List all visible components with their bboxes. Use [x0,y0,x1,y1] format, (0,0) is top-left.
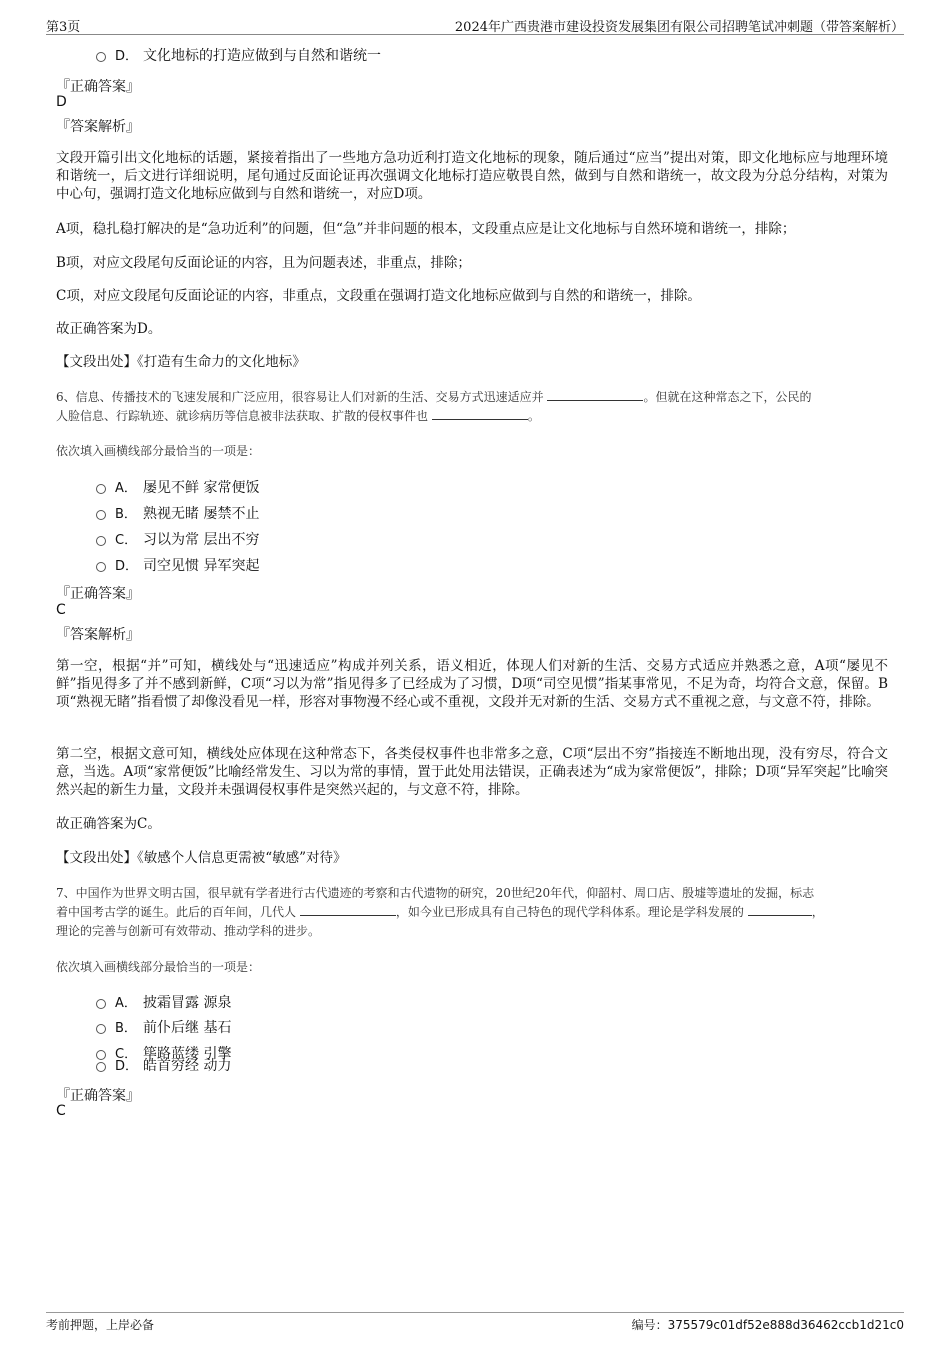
q6-analysis-label: 『答案解析』 [56,627,140,643]
footer-slogan: 考前押题，上岸必备 [46,1318,155,1332]
q6-option-d[interactable]: D． 司空见惯 异军突起 [96,556,259,576]
q6-answer-label: 『正确答案』 [56,586,140,602]
q6-analysis-p3: 故正确答案为C。 [56,816,161,832]
q6-source: 【文段出处】《敏感个人信息更需被“敏感”对待》 [56,850,347,866]
q7-stem: 7、中国作为世界文明古国，很早就有学者进行古代遗迹的考察和古代遗物的研究，20世纪20年代，仰韶村、周口店、殷墟等遗址的发掘，标志 着中国考古学的诞生。此后的百年间，几代人 ，如今业已形成具有自己特色的现代学科体系。理论是学科发展的 ， 理论的完善与创新可有效带动、推动学科的进步。 [56,886,824,938]
q5-analysis-p5: 故正确答案为D。 [56,321,162,337]
page-footer [46,1312,904,1332]
radio-icon[interactable] [96,536,106,546]
q7-option-b[interactable]: B． 前仆后继 基石 [96,1018,231,1038]
q6-option-c[interactable]: C． 习以为常 层出不穷 [96,530,259,550]
q5-source: 【文段出处】《打造有生命力的文化地标》 [56,354,306,370]
radio-icon[interactable] [96,1062,106,1072]
q5-option-d[interactable]: D． 文化地标的打造应做到与自然和谐统一 [96,46,381,66]
q5-answer: D [56,94,67,110]
radio-icon[interactable] [96,510,106,520]
page-header [46,14,904,35]
q6-analysis-p1: 第一空，根据“并”可知，横线处与“迅速适应”构成并列关系，语义相近，体现人们对新的生活、交易方式适应并熟悉之意，A项“屡见不鲜”指见得多了并不感到新鲜，C项“习以为常”指见得多了已经成为了习惯，D项“司空见惯”指某事常见，不足为奇，均符合文意，保留。B项“熟视无睹”指看惯了却像没看见一样，形容对事物漫不经心或不重视，文段并无对新的生活、交易方式不重视之意，与文意不符，排除。 [56,658,888,710]
q6-prompt: 依次填入画横线部分最恰当的一项是： [56,444,261,458]
document-title: 2024年广西贵港市建设投资发展集团有限公司招聘笔试冲刺题（带答案解析） [454,20,904,35]
radio-icon[interactable] [96,484,106,494]
blank-line [432,407,528,420]
q5-analysis-p2: A项，稳扎稳打解决的是“急功近利”的问题，但“急”并非问题的根本，文段重点应是让文化地标与自然环境和谐统一，排除； [56,221,796,237]
q7-option-a[interactable]: A． 披霜冒露 源泉 [96,993,231,1013]
blank-line [547,388,643,401]
q7-answer: C [56,1103,66,1119]
q5-analysis-label: 『答案解析』 [56,119,140,135]
radio-icon[interactable] [96,999,106,1009]
q5-analysis-p4: C项，对应文段尾句反面论证的内容，非重点，文段重在强调打造文化地标应做到与自然的和谐统一，排除。 [56,288,701,304]
q6-stem: 6、信息、传播技术的飞速发展和广泛应用，很容易让人们对新的生活、交易方式迅速适应并 。但就在这种常态之下，公民的 人脸信息、行踪轨迹、就诊病历等信息被非法获取、扩散的侵权事件也 。 [56,390,812,423]
q6-option-a[interactable]: A． 屡见不鲜 家常便饭 [96,478,259,498]
q7-option-d[interactable]: D． 皓首穷经 动力 [96,1056,231,1076]
radio-icon[interactable] [96,1024,106,1034]
radio-icon[interactable] [96,562,106,572]
q7-option-c[interactable]: C． 筚路蓝缕 引擎 [96,1044,231,1064]
radio-icon[interactable] [96,52,106,62]
q7-answer-label: 『正确答案』 [56,1088,140,1104]
blank-line [748,903,812,916]
q6-option-b[interactable]: B． 熟视无睹 屡禁不止 [96,504,259,524]
page-number: 第3页 [46,20,81,35]
q6-answer: C [56,602,66,618]
blank-line [300,903,396,916]
q5-analysis-p1: 文段开篇引出文化地标的话题，紧接着指出了一些地方急功近利打造文化地标的现象，随后通过“应当”提出对策，即文化地标应与地理环境和谐统一，后文进行详细说明，尾句通过反面论证再次强调文化地标打造应敬畏自然，做到与自然和谐统一，故文段为分总分结构，对策为中心句，强调打造文化地标应做到与自然和谐统一，对应D项。 [56,150,888,202]
q7-prompt: 依次填入画横线部分最恰当的一项是： [56,960,261,974]
q5-answer-label: 『正确答案』 [56,79,140,95]
q5-analysis-p3: B项，对应文段尾句反面论证的内容，且为问题表述，非重点，排除； [56,255,471,271]
document-id: 编号：375579c01df52e888d36462ccb1d21c0 [631,1318,904,1332]
q6-analysis-p2: 第二空，根据文意可知，横线处应体现在这种常态下，各类侵权事件也非常多之意，C项“层出不穷”指接连不断地出现，没有穷尽，符合文意，当选。A项“家常便饭”比喻经常发生、习以为常的事情，置于此处用法错误，正确表述为“成为家常便饭”，排除；D项“异军突起”比喻突然兴起的新生力量，文段并未强调侵权事件是突然兴起的，与文意不符，排除。 [56,746,888,798]
